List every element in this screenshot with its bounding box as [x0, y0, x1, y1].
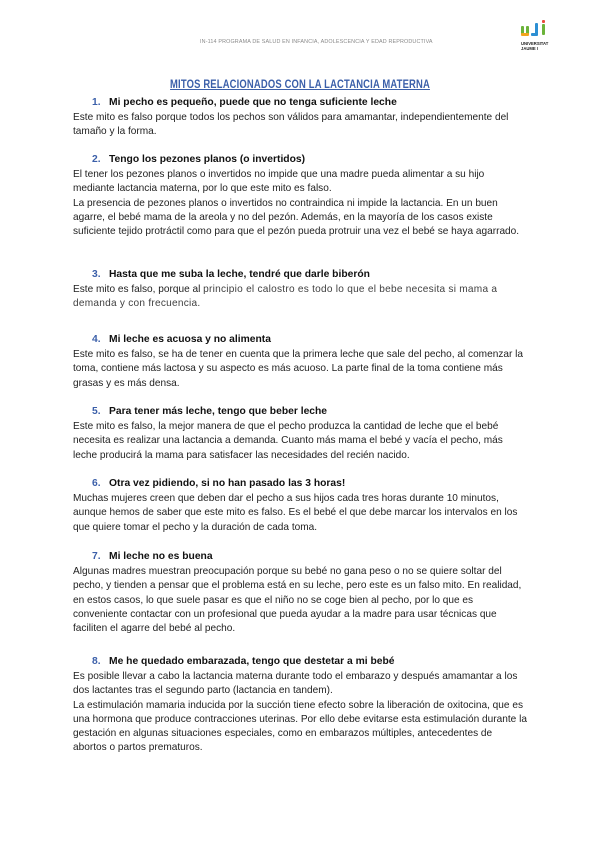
logo-tile: [542, 24, 545, 35]
myth-heading: [92, 405, 527, 419]
header-program-title: IN-114 PROGRAMA DE SALUD EN INFANCIA, ADOLESCENCIA Y EDAD REPRODUCTIVA: [200, 39, 433, 45]
logo-text-line: [521, 46, 547, 51]
myth-heading: [92, 550, 527, 564]
myth-paragraph: [73, 283, 527, 312]
myth-number: 5.: [92, 406, 101, 417]
logo-text-line: UNIVERSITAT: [521, 41, 549, 46]
myth-number: 2.: [92, 154, 101, 165]
myth-paragraph: Este mito es falso, se ha de tener en cuenta que la primera leche que sale del pecho, al comenzar la toma, contiene más lactosa y su aspecto es más acuoso. La parte final de la toma contiene más grasas y es más densa.: [73, 349, 523, 389]
logo-wordmark: [521, 41, 547, 52]
myth-heading: [92, 333, 527, 347]
myth-number: 4.: [92, 334, 101, 345]
myth-heading-text: Hasta que me suba la leche, tendré que darle biberón: [109, 269, 370, 280]
myth-number: 3.: [92, 269, 101, 280]
myth-paragraph: El tener los pezones planos o invertidos no impide que una madre pueda alimentar a su hijo mediante lactancia materna, por lo que este mito es falso.: [73, 169, 485, 195]
myth-number: 1.: [92, 97, 101, 108]
myth-paragraph: Este mito es falso, la mejor manera de que el pecho produzca la cantidad de leche que el bebé necesita es realizar una lactancia a demanda. Cuanto más mama el bebé y vacía el pecho, más leche producirá la mama para satisfacer las necesidades del recién nacido.: [73, 421, 503, 461]
myth-paragraph: Es posible llevar a cabo la lactancia materna durante todo el embarazo y después amamantar a los dos lactantes tras el segundo parto (lactancia en tandem).: [73, 671, 518, 697]
myth-heading: [92, 655, 527, 669]
myth-heading: [92, 153, 527, 167]
myth-section-3: [73, 268, 527, 312]
logo-mark: [521, 20, 547, 38]
logo-tile: [531, 33, 538, 36]
myth-heading-text: Mi pecho es pequeño, puede que no tenga suficiente leche: [109, 97, 397, 108]
myth-section-8: [73, 655, 527, 756]
myth-paragraph: Algunas madres muestran preocupación porque su bebé no gana peso o no se quiere soltar del pecho, y tienden a pensar que el problema está en su leche, pero este es un falso mito. En realidad, en estos casos, lo que suele pasar es que el niño no se coge bien al pecho, por lo que es conveniente contactar con un profesional que pueda ayudar a la madre para usar técnicas que faciliten el agarre del bebé al pecho.: [73, 566, 522, 635]
myth-section-1: [73, 96, 527, 140]
myth-heading-text: Mi leche es acuosa y no alimenta: [109, 334, 271, 345]
myth-section-5: [73, 405, 527, 463]
logo-tile: [542, 20, 545, 23]
logo-text-word: I: [536, 46, 539, 52]
myth-heading-text: Mi leche no es buena: [109, 551, 213, 562]
myth-text-run: principio el calostro es todo lo que el bebe necesita si mama a demanda y con frecuencia.: [73, 284, 498, 310]
myth-paragraph: Este mito es falso porque todos los pechos son válidos para amamantar, independientemente del tamaño y la forma.: [73, 112, 509, 138]
myth-section-6: [73, 477, 527, 535]
myth-heading: [92, 96, 527, 110]
myth-paragraph: La estimulación mamaria inducida por la succión tiene efecto sobre la liberación de oxitocina, que es una hormona que produce contracciones uterinas. Por ello debe evitarse esta estimulación durante la gestación en algunas situaciones especiales, como en embarazos múltiples, antecedentes de abortos o partos prematuros.: [73, 699, 527, 754]
myth-number: 7.: [92, 551, 101, 562]
myth-heading-text: Para tener más leche, tengo que beber leche: [109, 406, 328, 417]
myth-heading: [92, 477, 527, 491]
myth-section-2: [73, 153, 527, 239]
myth-number: 6.: [92, 478, 101, 489]
university-logo: [521, 20, 547, 56]
logo-text-word: JAUME: [521, 46, 536, 52]
myth-text-run: Este mito es falso, porque al: [73, 284, 204, 295]
document-title: MITOS RELACIONADOS CON LA LACTANCIA MATERNA: [170, 79, 430, 91]
myth-heading-text: Tengo los pezones planos (o invertidos): [109, 154, 306, 165]
myth-number: 8.: [92, 656, 101, 667]
myth-section-7: [73, 550, 527, 636]
logo-tile: [521, 33, 529, 36]
myth-paragraph: La presencia de pezones planos o invertidos no contraindica ni impide la lactancia. En un buen agarre, el bebé mama de la areola y no del pezón. Además, en la mayoría de los casos existe suficiente tejido protráctil como para que el pezón pueda protruir una vez el bebé se haya agarrado.: [73, 197, 520, 238]
myth-heading: [92, 268, 527, 282]
myth-heading-text: Otra vez pidiendo, si no han pasado las 3 horas!: [109, 478, 346, 489]
myth-heading-text: Me he quedado embarazada, tengo que destetar a mi bebé: [109, 656, 395, 667]
myth-section-4: [73, 333, 527, 391]
myth-paragraph: Muchas mujeres creen que deben dar el pecho a sus hijos cada tres horas durante 10 minutos, aunque hemos de saber que este mito es falso. Es el bebé el que debe marcar los intervalos en los que quiere tomar el pecho y la duración de cada toma.: [73, 493, 518, 533]
